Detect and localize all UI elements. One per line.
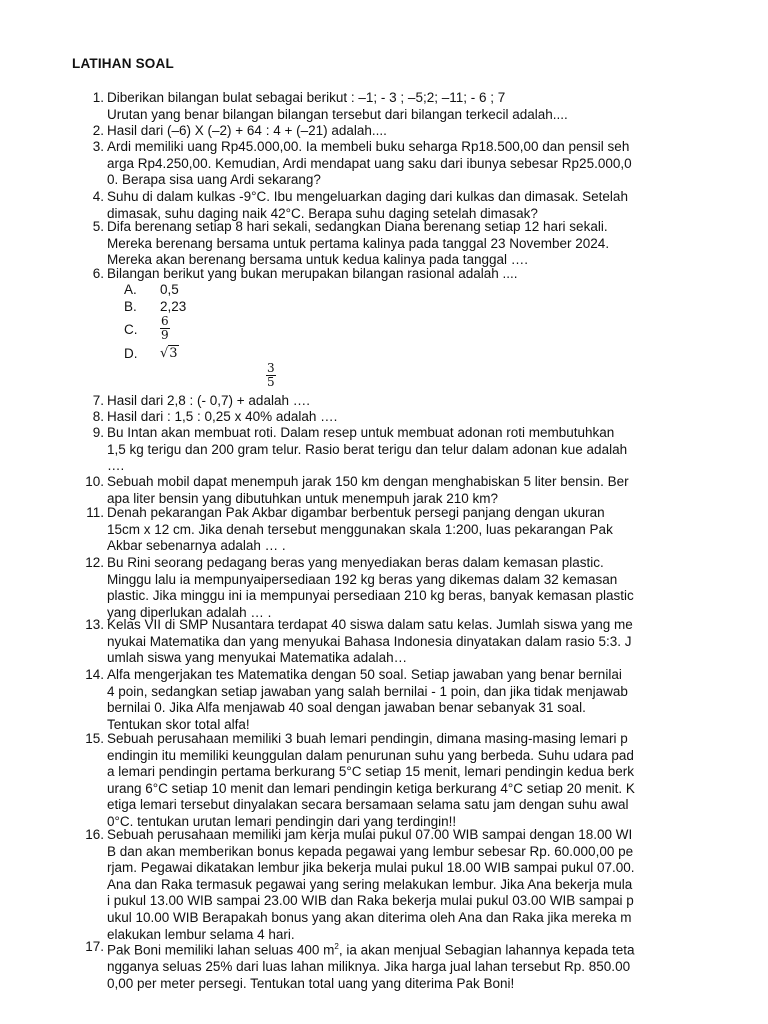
question-number: 4. bbox=[92, 189, 104, 204]
question-text: Sebuah mobil dapat menempuh jarak 150 km dengan menghabiskan 5 liter bensin. Ber apa liter bensin yang dibutuhkan untuk menempuh jarak 210 km? bbox=[107, 474, 629, 506]
question-text: Hasil dari : 1,5 : 0,25 x 40% adalah …. bbox=[107, 409, 338, 424]
question-text: Bilangan berikut yang bukan merupakan bilangan rasional adalah .... bbox=[107, 266, 518, 281]
question-text: Sebuah perusahaan memiliki jam kerja mulai pukul 07.00 WIB sampai dengan 18.00 WI B dan akan memberikan bonus kepada pegawai yang lembur sebesar Rp. 60.000,00 pe rjam. Pegawai dikatakan lembur jika bekerja mulai pukul 18.00 WIB sampai pukul 07.00. Ana dan Raka termasuk pegawai yang sering melakukan lembur. Jika Ana bekerja mula i pukul 13.00 WIB sampai 23.00 WIB dan Raka bekerja mulai pukul 03.00 WIB sampai p ukul 10.00 WIB Berapakah bonus yang akan diterima oleh Ana dan Raka jika mereka m elakukan lembur selama 4 hari. bbox=[107, 827, 635, 942]
question-number: 7. bbox=[92, 393, 104, 408]
option-a-label: A. bbox=[124, 282, 137, 297]
question-text: Bu Rini seorang pedagang beras yang menyediakan beras dalam kemasan plastic. Minggu lalu ia mempunyaipersediaan 192 kg beras yang dikemas dalam 32 kemasan plastic. Jika minggu ini ia mempunyai persediaan 210 kg beras, banyak kemasan plastic yang diperlukan adalah … . bbox=[107, 555, 634, 620]
question-number: 15. bbox=[85, 731, 104, 746]
question-text: Sebuah perusahaan memiliki 3 buah lemari pendingin, dimana masing-masing lemari p endingin itu memiliki keunggulan dalam penurunan suhu yang berbeda. Suhu udara pad a lemari pendingin pertama berkurang 5°C setiap 15 menit, lemari pendingin kedua berk urang 6°C setiap 10 menit dan lemari pendingin ketiga berkurang 4°C setiap 20 menit. K etiga lemari tersebut dinyalakan secara bersamaan selama satu jam dengan suhu awal 0°C. tentukan urutan lemari pendingin dari yang terdingin!! bbox=[107, 731, 635, 829]
page-title: LATIHAN SOAL bbox=[72, 56, 174, 71]
fraction-numerator: 6 bbox=[161, 314, 169, 328]
question-text: Ardi memiliki uang Rp45.000,00. Ia membeli buku seharga Rp18.500,00 dan pensil seh arga Rp4.250,00. Kemudian, Ardi mendapat uang saku dari ibunya sebesar Rp25.000,0 0. Berapa sisa uang Ardi sekarang? bbox=[107, 139, 632, 188]
question-number: 11. bbox=[86, 505, 104, 520]
question-text: Diberikan bilangan bulat sebagai berikut : –1; - 3 ; –5;2; –11; - 6 ; 7 Urutan yang benar bilangan bilangan tersebut dari bilangan terkecil adalah.... bbox=[107, 90, 568, 122]
question-number: 16. bbox=[85, 827, 104, 842]
question-text: Alfa mengerjakan tes Matematika dengan 50 soal. Setiap jawaban yang benar bernilai 4 poin, sedangkan setiap jawaban yang salah bernilai - 1 poin, dan jika tidak menjawab bernilai 0. Jika Alfa menjawab 40 soal dengan jawaban benar sebanyak 31 soal. Tentukan skor total alfa! bbox=[107, 667, 628, 732]
fraction-denominator: 5 bbox=[267, 375, 275, 389]
question-text-part-b: , ia akan menjual Sebagian lahannya kepada teta ngganya seluas 25% dari luas lahan miliknya. Jika harga jual lahan tersebut Rp. 850.00 0,00 per meter persegi. Tentukan total uang yang diterima Pak Boni! bbox=[107, 942, 635, 991]
fraction-denominator: 9 bbox=[161, 328, 169, 342]
option-c-fraction bbox=[160, 316, 170, 342]
option-b-label: B. bbox=[124, 299, 137, 314]
option-c-label: C. bbox=[124, 322, 138, 337]
question-text: Denah pekarangan Pak Akbar digambar berbentuk persegi panjang dengan ukuran 15cm x 12 cm. Jika denah tersebut menggunakan skala 1:200, luas pekarangan Pak Akbar sebenarnya adalah … . bbox=[107, 505, 613, 554]
question-number: 9. bbox=[92, 425, 104, 440]
question-number: 3. bbox=[92, 139, 104, 154]
question-text-part-a: Pak Boni memiliki lahan seluas 400 m bbox=[107, 942, 335, 958]
question-text: Bu Intan akan membuat roti. Dalam resep untuk membuat adonan roti membutuhkan 1,5 kg terigu dan 200 gram telur. Rasio berat terigu dan telur dalam adonan kue adalah …. bbox=[107, 425, 628, 474]
question-text bbox=[107, 939, 693, 992]
question-number: 17. bbox=[85, 939, 104, 954]
question-text: Suhu di dalam kulkas -9°C. Ibu mengeluarkan daging dari kulkas dan dimasak. Setelah dimasak, suhu daging naik 42°C. Berapa suhu daging setelah dimasak? bbox=[107, 189, 628, 221]
question-number: 5. bbox=[92, 219, 104, 234]
option-a-value: 0,5 bbox=[160, 282, 179, 297]
option-b-value: 2,23 bbox=[160, 299, 187, 314]
sqrt-radicand: 3 bbox=[169, 346, 178, 361]
question-number: 10. bbox=[85, 474, 104, 489]
option-d-label: D. bbox=[124, 346, 138, 361]
option-d-sqrt bbox=[160, 345, 179, 361]
question-text: Hasil dari 2,8 : (- 0,7) + adalah …. bbox=[107, 393, 310, 408]
fraction-numerator: 3 bbox=[267, 361, 275, 375]
question-number: 1. bbox=[92, 90, 104, 105]
question-number: 8. bbox=[92, 409, 104, 424]
question-text: Difa berenang setiap 8 hari sekali, sedangkan Diana berenang setiap 12 hari sekali. Mereka berenang bersama untuk pertama kalinya pada tanggal 23 November 2024. Mereka akan berenang bersama untuk kedua kalinya pada tanggal …. bbox=[107, 219, 610, 268]
question-text: Kelas VII di SMP Nusantara terdapat 40 siswa dalam satu kelas. Jumlah siswa yang me nyukai Matematika dan yang menyukai Bahasa Indonesia dinyatakan dalam rasio 5:3. J umlah siswa yang menyukai Matematika adalah… bbox=[107, 617, 633, 666]
sqrt-sign: √ bbox=[160, 346, 169, 361]
question-text: Hasil dari (–6) X (–2) + 64 : 4 + (–21) adalah.... bbox=[107, 123, 387, 138]
question-number: 6. bbox=[92, 266, 104, 281]
q7-fraction bbox=[266, 363, 276, 391]
question-number: 13. bbox=[85, 617, 104, 632]
question-number: 14. bbox=[85, 667, 104, 682]
question-number: 12. bbox=[85, 555, 104, 570]
question-number: 2. bbox=[92, 123, 104, 138]
superscript-2: 2 bbox=[334, 942, 339, 951]
